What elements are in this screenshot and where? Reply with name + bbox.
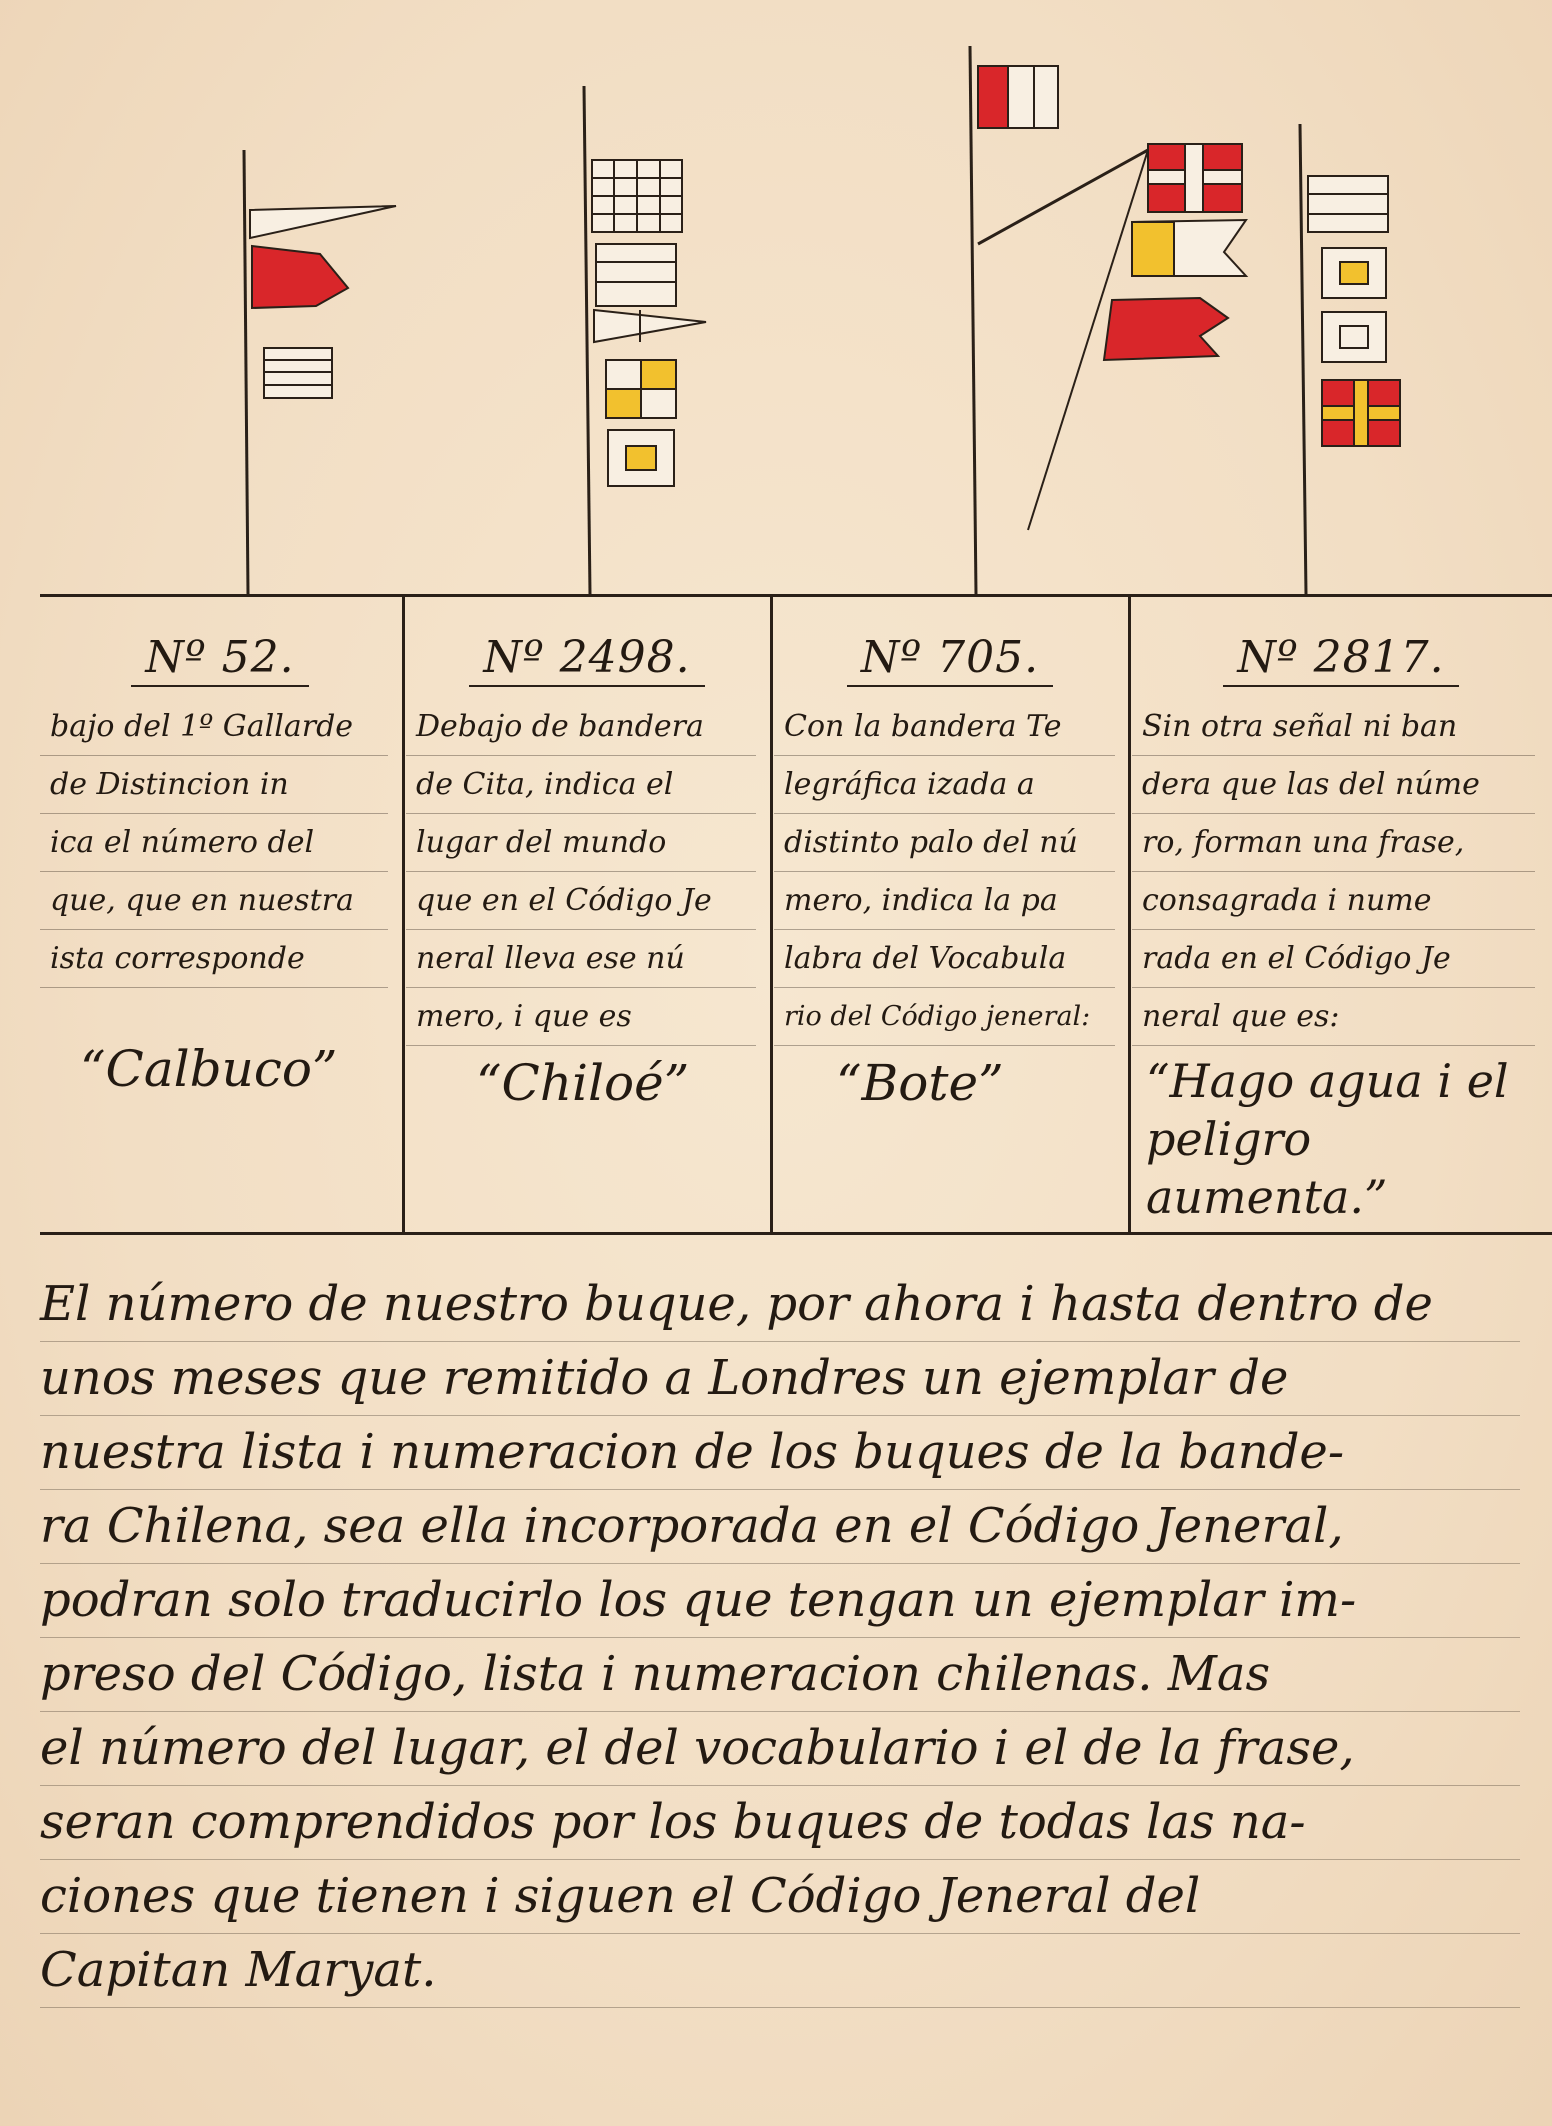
signal-column-2 <box>406 612 768 1228</box>
column-text-line: neral lleva ese nú <box>406 930 756 988</box>
red-burgee-flag <box>1104 298 1228 360</box>
column-text-line: lugar del mundo <box>406 814 756 872</box>
signal-number: Nº 2498. <box>406 632 768 698</box>
column-text-line: labra del Vocabula <box>774 930 1115 988</box>
column-text-line: de Distincion in <box>40 756 388 814</box>
paragraph-line: ra Chilena, sea ella incorporada en el Código Jeneral, <box>40 1490 1520 1564</box>
white-striped-flag <box>1308 176 1388 232</box>
table-top-rule <box>40 594 1552 597</box>
mast-1-flags <box>250 206 396 398</box>
column-text-line: ro, forman una frase, <box>1132 814 1535 872</box>
signal-column-4 <box>1132 612 1550 1228</box>
signal-meaning: “Hago agua i el peligro aumenta.” <box>1146 1054 1509 1224</box>
paragraph-line: El número de nuestro buque, por ahora i hasta dentro de <box>40 1268 1520 1342</box>
column-text-line: distinto palo del nú <box>774 814 1115 872</box>
signal-number: Nº 52. <box>40 632 400 698</box>
signal-number: Nº 2817. <box>1132 632 1550 698</box>
paragraph-line: Capitan Maryat. <box>40 1934 1520 2008</box>
column-text-line: mero, i que es <box>406 988 756 1046</box>
column-text-line: rio del Código jeneral: <box>774 988 1115 1046</box>
column-text-line: de Cita, indica el <box>406 756 756 814</box>
body-paragraph <box>40 1268 1520 2008</box>
flag-signals-illustration <box>0 0 1552 600</box>
column-text-line: bajo del 1º Gallarde <box>40 698 388 756</box>
signal-meaning: “Calbuco” <box>80 1040 338 1098</box>
paragraph-line: ciones que tienen i siguen el Código Jeneral del <box>40 1860 1520 1934</box>
column-text-line: Sin otra señal ni ban <box>1132 698 1535 756</box>
column-text-line: rada en el Código Je <box>1132 930 1535 988</box>
mast-2-flags <box>592 160 706 486</box>
column-text-line: mero, indica la pa <box>774 872 1115 930</box>
paragraph-line: podran solo traducirlo los que tengan un ejemplar im- <box>40 1564 1520 1638</box>
red-swallowtail-flag <box>252 246 348 308</box>
paragraph-line: preso del Código, lista i numeracion chilenas. Mas <box>40 1638 1520 1712</box>
column-divider-1 <box>402 594 405 1235</box>
table-bottom-rule <box>40 1232 1552 1235</box>
flagpole-2 <box>584 86 590 594</box>
column-text-line: legráfica izada a <box>774 756 1115 814</box>
signal-column-3 <box>774 612 1126 1228</box>
column-text-line: consagrada i nume <box>1132 872 1535 930</box>
column-text-line: que, que en nuestra <box>40 872 388 930</box>
paragraph-line: seran comprendidos por los buques de todas las na- <box>40 1786 1520 1860</box>
signal-meaning: “Chiloé” <box>476 1054 690 1112</box>
paragraph-line: unos meses que remitido a Londres un ejemplar de <box>40 1342 1520 1416</box>
mast-4-flags <box>1308 176 1400 446</box>
column-text-line: ista corresponde <box>40 930 388 988</box>
column-text-line: Debajo de bandera <box>406 698 756 756</box>
flagpole-1 <box>244 150 248 594</box>
signal-column-1 <box>40 612 400 1228</box>
paragraph-line: el número del lugar, el del vocabulario i el de la frase, <box>40 1712 1520 1786</box>
pennant-flag <box>250 206 396 238</box>
flagpole-4 <box>1300 124 1306 594</box>
column-text-line: dera que las del núme <box>1132 756 1535 814</box>
column-text-line: Con la bandera Te <box>774 698 1115 756</box>
cross-pennant <box>594 310 706 342</box>
signal-meaning: “Bote” <box>836 1054 1004 1112</box>
column-text-line: ica el número del <box>40 814 388 872</box>
column-divider-2 <box>770 594 773 1235</box>
mast-3-flags <box>978 66 1246 360</box>
paragraph-line: nuestra lista i numeracion de los buques de la bande- <box>40 1416 1520 1490</box>
column-divider-3 <box>1128 594 1131 1235</box>
striped-flag-2 <box>596 244 676 306</box>
column-text-line: que en el Código Je <box>406 872 756 930</box>
signal-number: Nº 705. <box>774 632 1126 698</box>
flagpole-3 <box>970 46 976 594</box>
column-text-line: neral que es: <box>1132 988 1535 1046</box>
